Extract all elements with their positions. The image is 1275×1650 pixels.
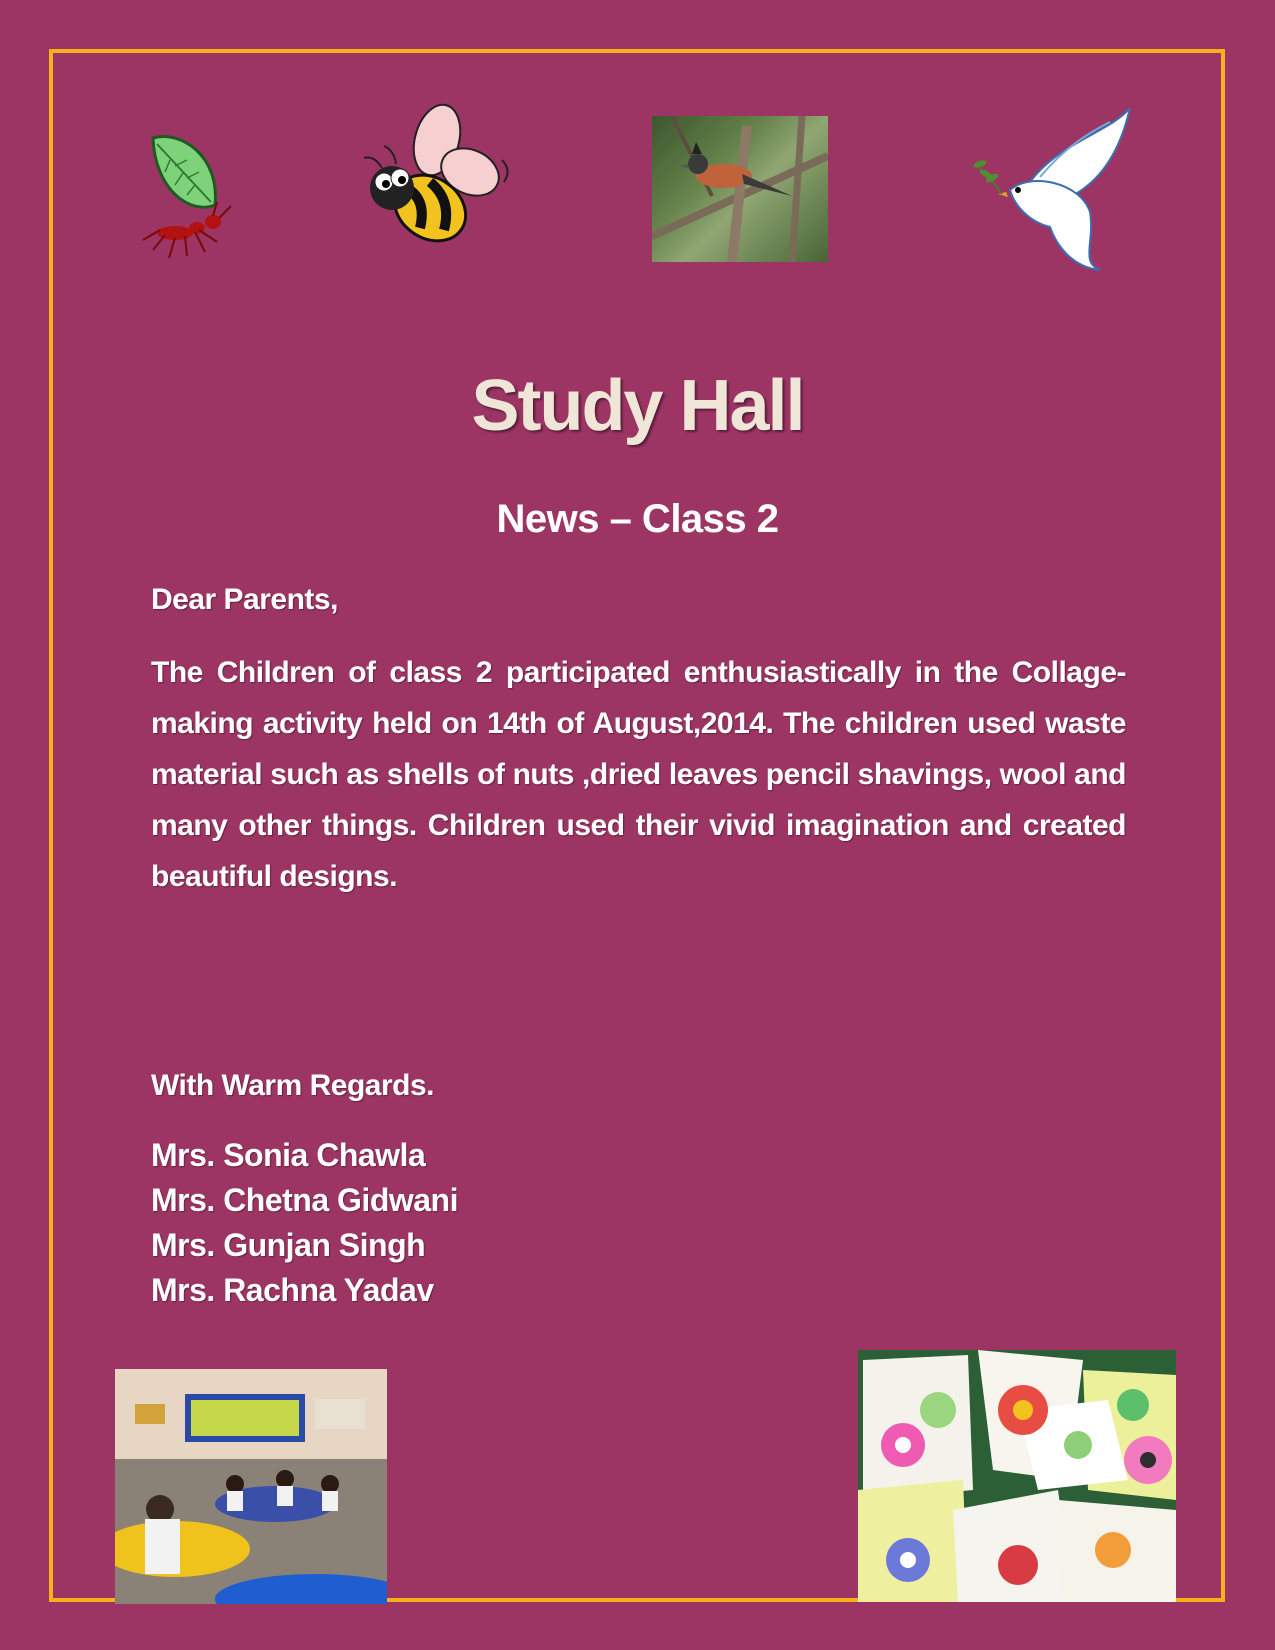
signatory: Mrs. Chetna Gidwani <box>151 1182 458 1218</box>
signatory: Mrs. Gunjan Singh <box>151 1227 426 1263</box>
page-subtitle: News – Class 2 <box>496 497 779 541</box>
salutation: Dear Parents, <box>151 583 338 616</box>
page-title: Study Hall <box>471 366 804 446</box>
signatory: Mrs. Sonia Chawla <box>151 1137 426 1173</box>
bird-photo <box>652 116 828 262</box>
bee-icon <box>352 100 522 260</box>
closing: With Warm Regards. <box>151 1069 434 1102</box>
signatory-list <box>151 1133 458 1313</box>
signatory: Mrs. Rachna Yadav <box>151 1272 434 1308</box>
ant-leaf-icon <box>135 130 245 265</box>
dove-icon <box>970 102 1140 272</box>
classroom-photo <box>115 1369 387 1604</box>
collage-photo <box>858 1350 1176 1602</box>
news-paragraph: The Children of class 2 participated enthusiastically in the Collage-making activity held on 14th of August,2014. The children used waste material such as shells of nuts ,dried leaves pencil shavings, wool and many other things. Children used their vivid imagination and created beautiful designs. <box>151 656 1126 893</box>
